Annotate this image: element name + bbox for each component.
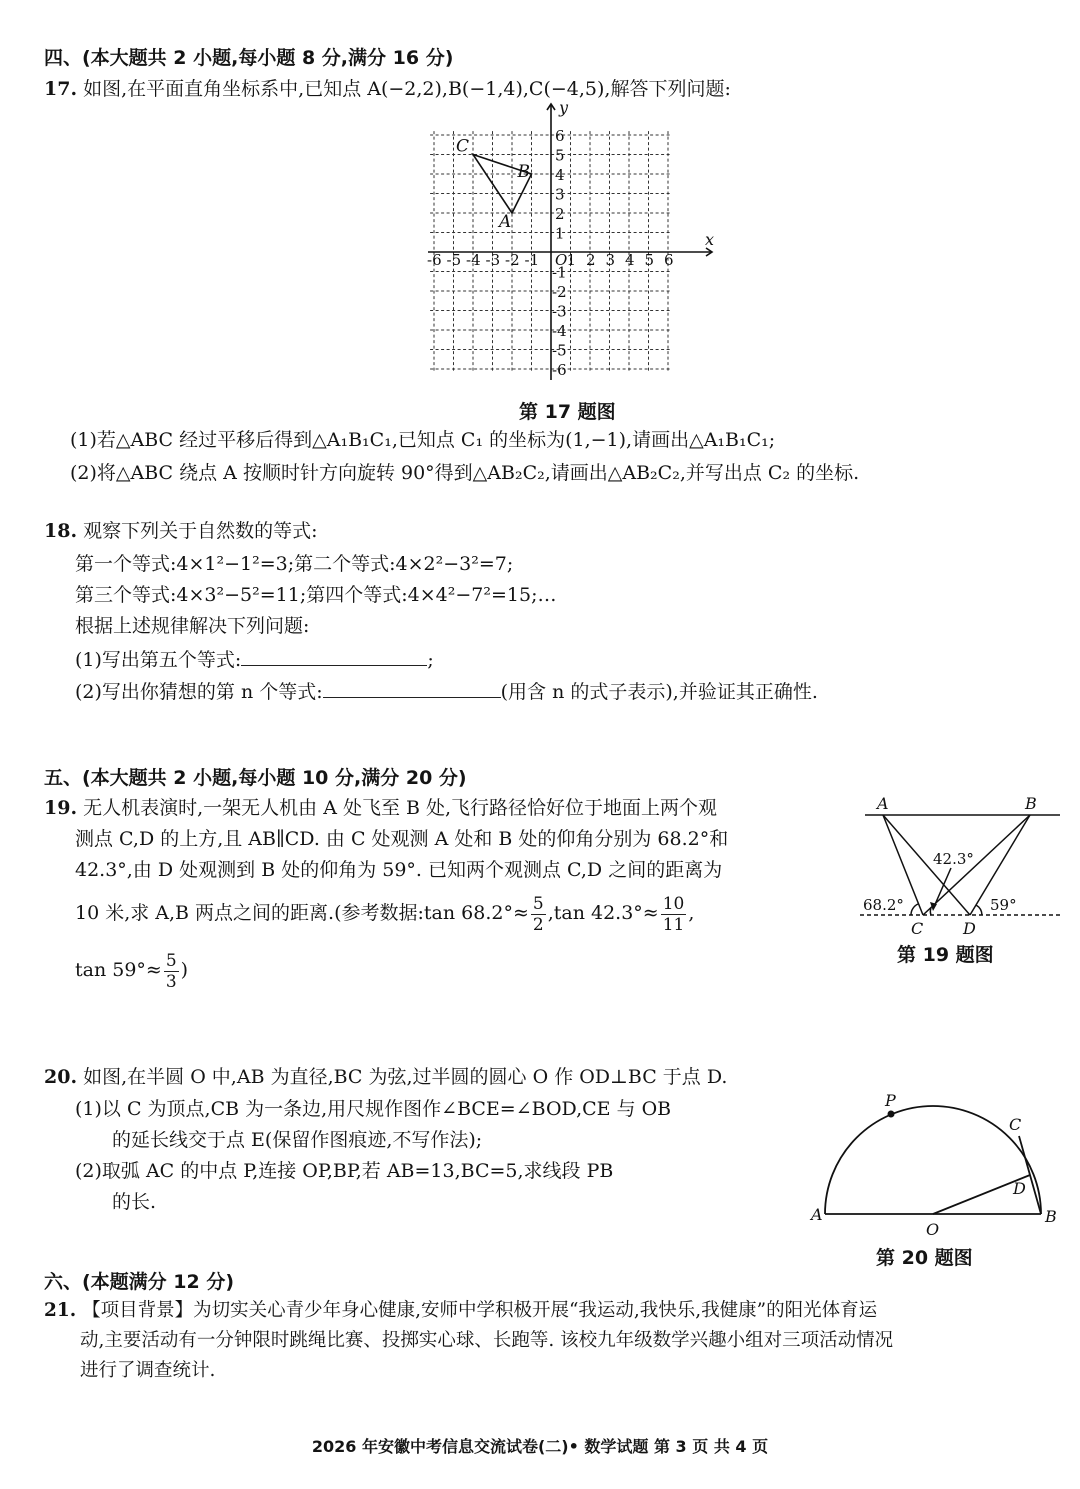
q20-stem-text: 如图,在半圆 O 中,AB 为直径,BC 为弦,过半圆的圆心 O 作 OD⊥BC 于点 D.: [83, 1066, 728, 1088]
x-tick-label: 6: [664, 251, 674, 269]
q19-drone-figure: [855, 792, 1065, 942]
x-tick-label: -6: [427, 251, 442, 269]
q19-tan42-text: ,tan 42.3°≈: [547, 902, 659, 924]
angle-pointer: [933, 868, 951, 909]
q20-semicircle-figure: [805, 1090, 1065, 1240]
q19-line-3: 42.3°,由 D 处观测到 B 处的仰角为 59°. 已知两个观测点 C,D 之间的距离为: [75, 859, 723, 881]
section-4-heading: 四、(本大题共 2 小题,每小题 8 分,满分 16 分): [44, 47, 454, 69]
q18-part1-suffix: ;: [427, 649, 434, 671]
q17-figure-caption: 第 17 题图: [519, 401, 616, 423]
q20-part1-line-1: (1)以 C 为顶点,CB 为一条边,用尺规作图作∠BCE=∠BOD,CE 与 OB: [75, 1098, 672, 1120]
q19-label-b: B: [1025, 794, 1037, 813]
point-label-c: C: [456, 136, 470, 157]
y-tick-label: 6: [555, 127, 565, 145]
q21-number: 21.: [44, 1300, 77, 1321]
y-tick-label: -2: [552, 283, 567, 301]
page-footer: 2026 年安徽中考信息交流试卷(二)• 数学试题 第 3 页 共 4 页: [311, 1437, 769, 1456]
q18-number: 18.: [44, 520, 78, 542]
x-tick-label: 4: [625, 251, 635, 269]
frac3-numerator: 5: [165, 950, 177, 971]
x-tick-label: -4: [466, 251, 481, 269]
q19-line-2: 测点 C,D 的上方,且 AB∥CD. 由 C 处观测 A 处和 B 处的仰角分别为 68.2°和: [75, 828, 729, 850]
q17-coordinate-grid-figure: [420, 100, 720, 392]
fraction-5-over-3: [164, 951, 179, 992]
point-label-b: B: [517, 162, 530, 182]
frac2-numerator: 10: [662, 893, 685, 914]
fraction-10-over-11: [661, 894, 687, 935]
q20-label-o: O: [926, 1220, 940, 1239]
q19-line-4: [75, 888, 694, 938]
q18-part2-text: (2)写出你猜想的第 n 个等式:: [75, 681, 323, 703]
q20-label-d: D: [1013, 1179, 1026, 1198]
q20-figure-caption: 第 20 题图: [876, 1247, 973, 1269]
q18-part2-answer-blank[interactable]: [323, 677, 501, 698]
frac1-numerator: 5: [532, 893, 544, 914]
q17-number: 17.: [44, 78, 78, 100]
q19-number: 19.: [44, 797, 78, 819]
q19-label-c: C: [911, 919, 924, 938]
q19-figure-caption: 第 19 题图: [897, 944, 994, 966]
q18-equation-line-1: 第一个等式:4×1²−1²=3;第二个等式:4×2²−3²=7;: [75, 553, 514, 575]
q20-part2-line-2: 的长.: [112, 1191, 157, 1213]
angle-arc-59: [976, 905, 982, 915]
q17-part1: (1)若△ABC 经过平移后得到△A₁B₁C₁,已知点 C₁ 的坐标为(1,−1),请画出△A₁B₁C₁;: [70, 429, 776, 451]
y-tick-label: 2: [555, 205, 565, 223]
q18-part1: [75, 645, 434, 673]
x-tick-label: -2: [505, 251, 520, 269]
q19-close-paren: ): [180, 959, 189, 981]
frac2-denominator: 11: [662, 914, 685, 935]
q18-part2: [75, 677, 818, 705]
x-tick-label: -3: [485, 251, 501, 269]
q21-line-1-text: 【项目背景】为切实关心青少年身心健康,安师中学积极开展“我运动,我快乐,我健康”的阳光体育运: [82, 1300, 878, 1321]
fraction-5-over-2: [531, 894, 546, 935]
q19-label-a: A: [877, 794, 889, 813]
q20-stem: [44, 1064, 727, 1090]
y-tick-label: 1: [555, 224, 565, 243]
q17-part2: (2)将△ABC 绕点 A 按顺时针方向旋转 90°得到△AB₂C₂,请画出△AB₂C₂,并写出点 C₂ 的坐标.: [70, 462, 860, 484]
y-tick-label: 5: [555, 146, 565, 165]
q20-part2-line-1: (2)取弧 AC 的中点 P,连接 OP,BP,若 AB=13,BC=5,求线段 PB: [75, 1160, 614, 1182]
y-tick-label: -6: [552, 361, 567, 379]
q20-label-c: C: [1009, 1115, 1022, 1134]
point-label-a: A: [499, 212, 512, 232]
frac3-denominator: 3: [165, 971, 177, 992]
q19-line-1: [44, 795, 717, 821]
q18-stem-text: 观察下列关于自然数的等式:: [83, 520, 318, 542]
y-axis-label: y: [559, 100, 569, 117]
x-tick-label: 3: [605, 251, 616, 269]
q21-line-3: 进行了调查统计.: [80, 1360, 216, 1381]
x-tick-label: -5: [446, 251, 462, 269]
angle-arc-68: [911, 904, 918, 915]
q18-part2-suffix: (用含 n 的式子表示),并验证其正确性.: [500, 681, 818, 703]
q17-stem-text: 如图,在平面直角坐标系中,已知点 A(−2,2),B(−1,4),C(−4,5),解答下列问题:: [83, 78, 731, 100]
q18-equation-line-2: 第三个等式:4×3²−5²=11;第四个等式:4×4²−7²=15;…: [75, 584, 557, 606]
q19-tan59-text: tan 59°≈: [75, 959, 162, 981]
y-tick-label: -5: [552, 341, 567, 360]
q18-instruction: 根据上述规律解决下列问题:: [75, 615, 310, 637]
q20-number: 20.: [44, 1066, 78, 1088]
point-p-dot: [888, 1111, 895, 1118]
q19-angle-59-label: 59°: [990, 896, 1017, 914]
q20-part1-line-2: 的延长线交于点 E(保留作图痕迹,不写作法);: [112, 1129, 483, 1151]
q19-line-1-text: 无人机表演时,一架无人机由 A 处飞至 B 处,飞行路径恰好位于地面上两个观: [83, 797, 718, 819]
q17-stem: [44, 76, 731, 102]
origin-label: O: [555, 251, 568, 269]
q20-label-p: P: [885, 1091, 896, 1110]
q21-line-2: 动,主要活动有一分钟限时跳绳比赛、投掷实心球、长跑等. 该校九年级数学兴趣小组对三项活动情况: [80, 1330, 894, 1351]
x-tick-label: 2: [586, 251, 596, 269]
x-axis-label: x: [705, 230, 715, 249]
frac1-denominator: 2: [532, 914, 544, 935]
x-tick-label: -1: [524, 251, 540, 269]
x-tick-label: 5: [644, 251, 655, 269]
q19-label-d: D: [963, 919, 976, 938]
y-tick-label: -3: [552, 302, 567, 321]
y-tick-label: 4: [555, 166, 565, 184]
q20-label-a: A: [811, 1205, 823, 1224]
q21-line-1: [44, 1298, 877, 1324]
section-6-heading: 六、(本题满分 12 分): [44, 1271, 235, 1293]
y-tick-label: -4: [552, 322, 567, 340]
q19-comma: ,: [688, 902, 695, 924]
q19-line-5: [75, 945, 188, 995]
q18-part1-answer-blank[interactable]: [241, 645, 427, 666]
q18-stem: [44, 518, 318, 544]
y-tick-label: 3: [555, 185, 565, 204]
q18-part1-text: (1)写出第五个等式:: [75, 649, 242, 671]
q20-label-b: B: [1045, 1207, 1057, 1226]
x-tick-label: 1: [566, 251, 577, 269]
q19-line-4-text: 10 米,求 A,B 两点之间的距离.(参考数据:tan 68.2°≈: [75, 902, 529, 924]
section-5-heading: 五、(本大题共 2 小题,每小题 10 分,满分 20 分): [44, 767, 467, 789]
y-tick-label: -1: [552, 263, 567, 282]
q19-angle-68-label: 68.2°: [863, 896, 904, 914]
angle-arc-42: [930, 908, 931, 915]
q19-angle-42-label: 42.3°: [933, 850, 974, 868]
